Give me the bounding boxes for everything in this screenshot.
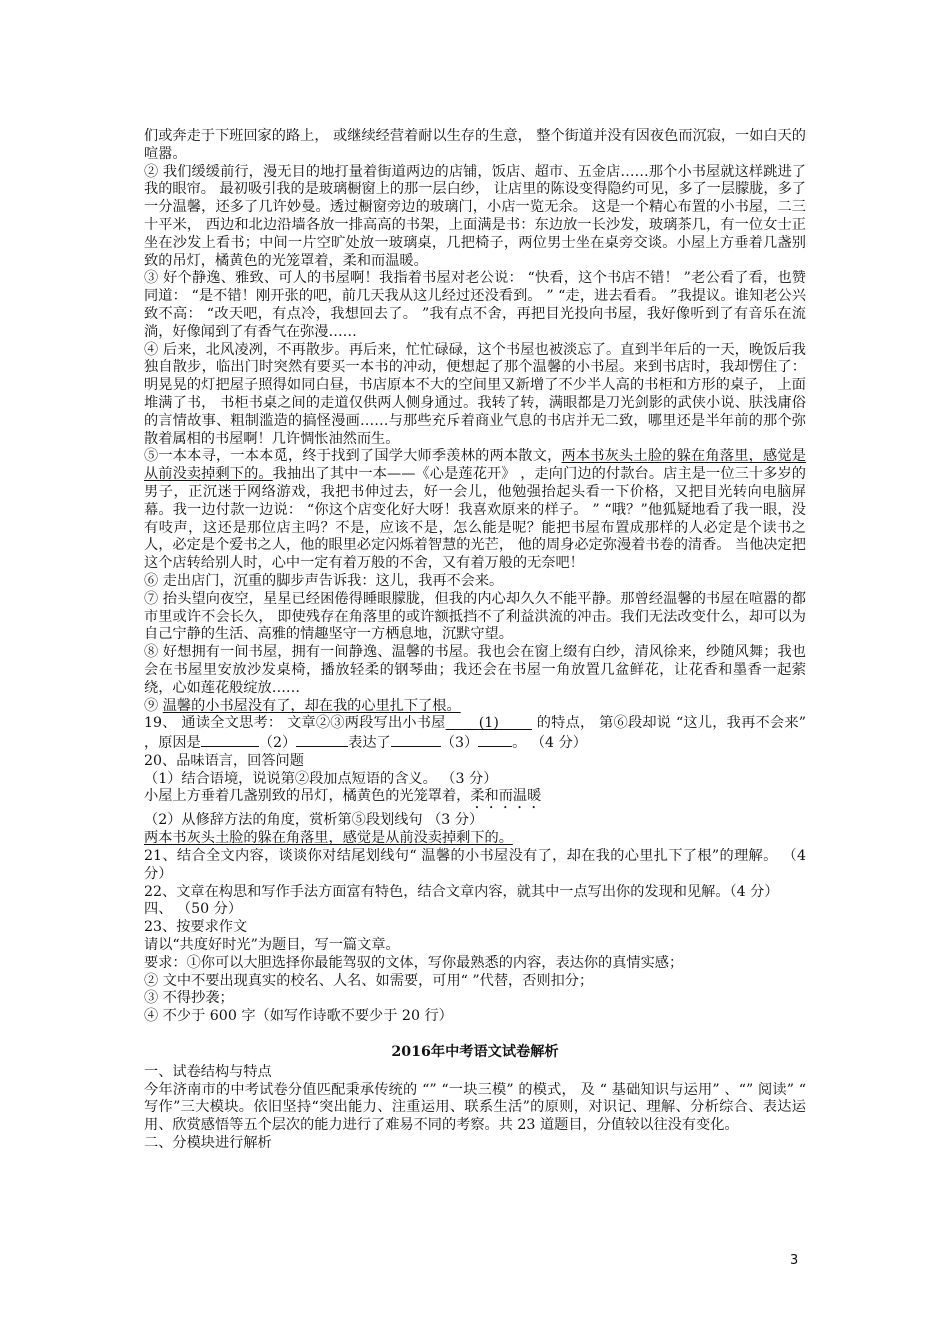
- requirement-1: 要求：①你可以大胆选择你最能驾驭的文体，写你最熟悉的内容，表达你的真情实感；: [144, 954, 684, 971]
- q19-blank-3a: [391, 733, 441, 747]
- analysis-title: 2016年中考语文试卷解析: [391, 1044, 559, 1061]
- passage-paragraph-4: ④ 后来，北风凌冽，不再散步。再后来，忙忙碌碌，这个书屋也被淡忘了。直到半年后的一天，晚饭后我独自散步，临出门时突然有要买一本书的冲动，便想起了那个温馨的小书屋。来到书店时，我却愣住了：明晃晃的灯把屋子照得如同白昼，书店原本不大的空间里又新增了不少半人高的书柜和方形的桌子， 上面堆满了书， 书柜书桌之间的走道仅供两人侧身通过。我转了转，满眼都是刀光剑影的武侠小说、肤浅庸俗的言情故事、粗制滥造的搞怪漫画……与那些充斥着商业气息的书店并无二致，哪里还是半年前的那个弥散着属相的书屋啊！几许惆怅油然而生。: [144, 341, 806, 447]
- question-20-1: （1）结合语境，说说第②段加点短语的含义。 （3 分）: [144, 770, 498, 787]
- p5-text-a: ⑤一本本寻，一本本觅，终于找到了国学大师季羡林的两本散文，: [144, 448, 562, 465]
- section-4-heading: 四、 （50 分）: [144, 901, 243, 918]
- analysis-section-1-text: 今年济南市的中考试卷分值匹配秉承传统的 “” “一块三模” 的模式， 及 “ 基础知识与运用” 、“” 阅读” “ 写作”三大模块。依旧坚持“突出能力、注重运用、联系生活”的原则，对识记、理解、分析综合、表达运用、欣赏感悟等五个层次的能力进行了难易不同的考察。共 23 道题目，分值较以往没有变化。: [144, 1081, 806, 1134]
- q19-blank-1-label: (1): [478, 715, 499, 732]
- q19-blank-2a: [201, 733, 259, 747]
- q19-blank-2-label: （2）: [258, 735, 297, 752]
- requirement-3: ③ 不得抄袭；: [144, 990, 234, 1007]
- question-23: 23、按要求作文: [144, 919, 248, 936]
- passage-paragraph-8: ⑧ 好想拥有一间书屋，拥有一间静逸、温馨的书屋。我也会在窗上缀有白纱，清风徐来，纱随风舞；我也会在书屋里安放沙发桌椅，播放轻柔的钢琴曲；我还会在书屋一角放置几盆鲜花，让花香和墨香一起萦绕，心如莲花般绽放……: [144, 644, 806, 696]
- p5-text-b: 我抽出了其中一本——《心是莲花开》 ，走向门边的付款台。店主是一位三十多岁的男子，正沉迷于网络游戏，我把书伸过去，好一会儿，他勉强抬起头看一下价格，又把目光转向电脑屏幕。我一边付款一边说： “你这个店变化好大呀！我喜欢原来的样子。 ” “哦？”他狐疑地看了我一眼，没有吱声，这还是那位店主吗？不是，应该不是，怎么能是呢？能把书屋布置成那样的人必定是个读书之人，必定是个爱书之人，他的眼里必定闪烁着智慧的光芒， 他的周身必定弥漫着书卷的清香。 当他决定把这个店转给别人时，心中一定有着万般的不舍，又有着万般的无奈吧！: [144, 466, 806, 572]
- q20-2-underlined-quote: 两本书灰头土脸的躲在角落里，感觉是从前没卖掉剩下的。: [144, 830, 513, 847]
- passage-paragraph-1-cont: 们或奔走于下班回家的路上， 或继续经营着耐以生存的生意， 整个街道并没有因夜色而沉寂，一如白天的喧嚣。: [144, 128, 806, 162]
- question-20: 20、品味语言，回答问题: [144, 752, 304, 769]
- analysis-section-1: 一、试卷结构与特点: [144, 1063, 272, 1080]
- q19-blank-3b: [478, 733, 512, 747]
- question-20-2-quote: [144, 830, 806, 848]
- q19-text-a: 19、 通读全文思考： 文章②③两段写出小书屋: [144, 715, 446, 732]
- q19-blank-1: [446, 715, 532, 731]
- passage-paragraph-6: ⑥ 走出店门，沉重的脚步声告诉我：这儿，我再不会来。: [144, 572, 504, 589]
- passage-paragraph-2: ② 我们缓缓前行，漫无目的地打量着街道两边的店铺，饭店、超市、五金店……那个小书屋就这样跳进了我的眼帘。 最初吸引我的是玻璃橱窗上的那一层白纱， 让店里的陈设变得隐约可见，多了一层朦胧，多了一分温馨，还多了几许妙曼。透过橱窗旁边的玻璃门，小店一览无余。 这是一个精心布置的小书屋，二三十平米， 西边和北边沿墙各放一排高高的书架，上面满是书：东边放一长沙发，玻璃茶几，有一位女士正坐在沙发上看书；中间一片空旷处放一玻璃桌，几把椅子，两位男士坐在桌旁交谈。小屋上方垂着几盏别致的吊灯，橘黄色的光笼罩着，柔和而温暖。: [144, 163, 806, 269]
- q19-blank-3-label: （3）: [440, 735, 479, 752]
- page-content: [144, 128, 806, 1153]
- p9-number: ⑨: [144, 697, 163, 714]
- p9-underlined-sentence: 温馨的小书屋没有了，却在我的心里扎下了根。: [162, 697, 461, 714]
- question-20-1-quote: [144, 788, 806, 812]
- q20-1-quote-a: 小屋上方垂着几盏别致的吊灯，橘黄色的光笼罩着，: [144, 788, 471, 805]
- question-23-prompt: 请以“共度好时光”为题目，写一篇文章。: [144, 937, 400, 954]
- q19-text-c: 的特点， 第⑥段却说 “这儿，我再不会来” ，原因是: [144, 715, 806, 752]
- requirement-2: ② 文中不要出现真实的校名、人名、如需要，可用“ ”代替，否则扣分；: [144, 972, 594, 989]
- requirement-4: ④ 不少于 600 字（如写作诗歌不要少于 20 行）: [144, 1008, 453, 1025]
- page-number: 3: [790, 1253, 799, 1268]
- analysis-section-2: 二、分模块进行解析: [144, 1135, 272, 1152]
- q19-blank-2b: [296, 733, 348, 747]
- passage-paragraph-7: ⑦ 抬头望向夜空，星星已经困倦得睡眼朦胧，但我的内心却久久不能平静。那曾经温馨的书屋在喧嚣的都市里或许不会长久， 即使残存在角落里的或许额抵挡不了利益洪流的冲击。我们无法改变什么，却可以为自己宁静的生活、高雅的情趣坚守一方栖息地，沉默守望。: [144, 590, 806, 643]
- passage-paragraph-5: [144, 448, 806, 573]
- question-21: 21、结合全文内容，谈谈你对结尾划线句“ 温馨的小书屋没有了，却在我的心里扎下了根”的理解。 （4 分）: [144, 848, 806, 882]
- question-19: [144, 715, 806, 753]
- passage-paragraph-9: [144, 698, 806, 716]
- q19-text-e: 表达了: [348, 735, 391, 752]
- question-22: 22、文章在构思和写作手法方面富有特色，结合文章内容，就其中一点写出你的发现和见解。（4 分）: [144, 883, 779, 900]
- q19-text-g: 。 （4 分）: [512, 735, 587, 752]
- passage-paragraph-3: ③ 好个静逸、雅致、可人的书屋啊！我指着书屋对老公说： “快看，这个书店不错！ ”老公看了看，也赞同道： “是不错！刚开张的吧，前几天我从这儿经过还没看到。 ” “走，进去看看。 ”我提议。谁知老公兴致不高： “改天吧，有点冷，我想回去了。 ”我有点不舍，再把目光投向书屋，我好像听到了有音乐在流淌，好像闻到了有香气在弥漫……: [144, 270, 806, 340]
- question-20-2: （2）从修辞方法的角度，赏析第⑤段划线句 （3 分）: [144, 812, 484, 829]
- q20-1-dotted-phrase: 柔和而温暖: [470, 788, 542, 805]
- p5-underlined-sentence: 两本书灰头土脸的躲在角落里，感觉是从前没卖掉剩下的。: [144, 448, 806, 483]
